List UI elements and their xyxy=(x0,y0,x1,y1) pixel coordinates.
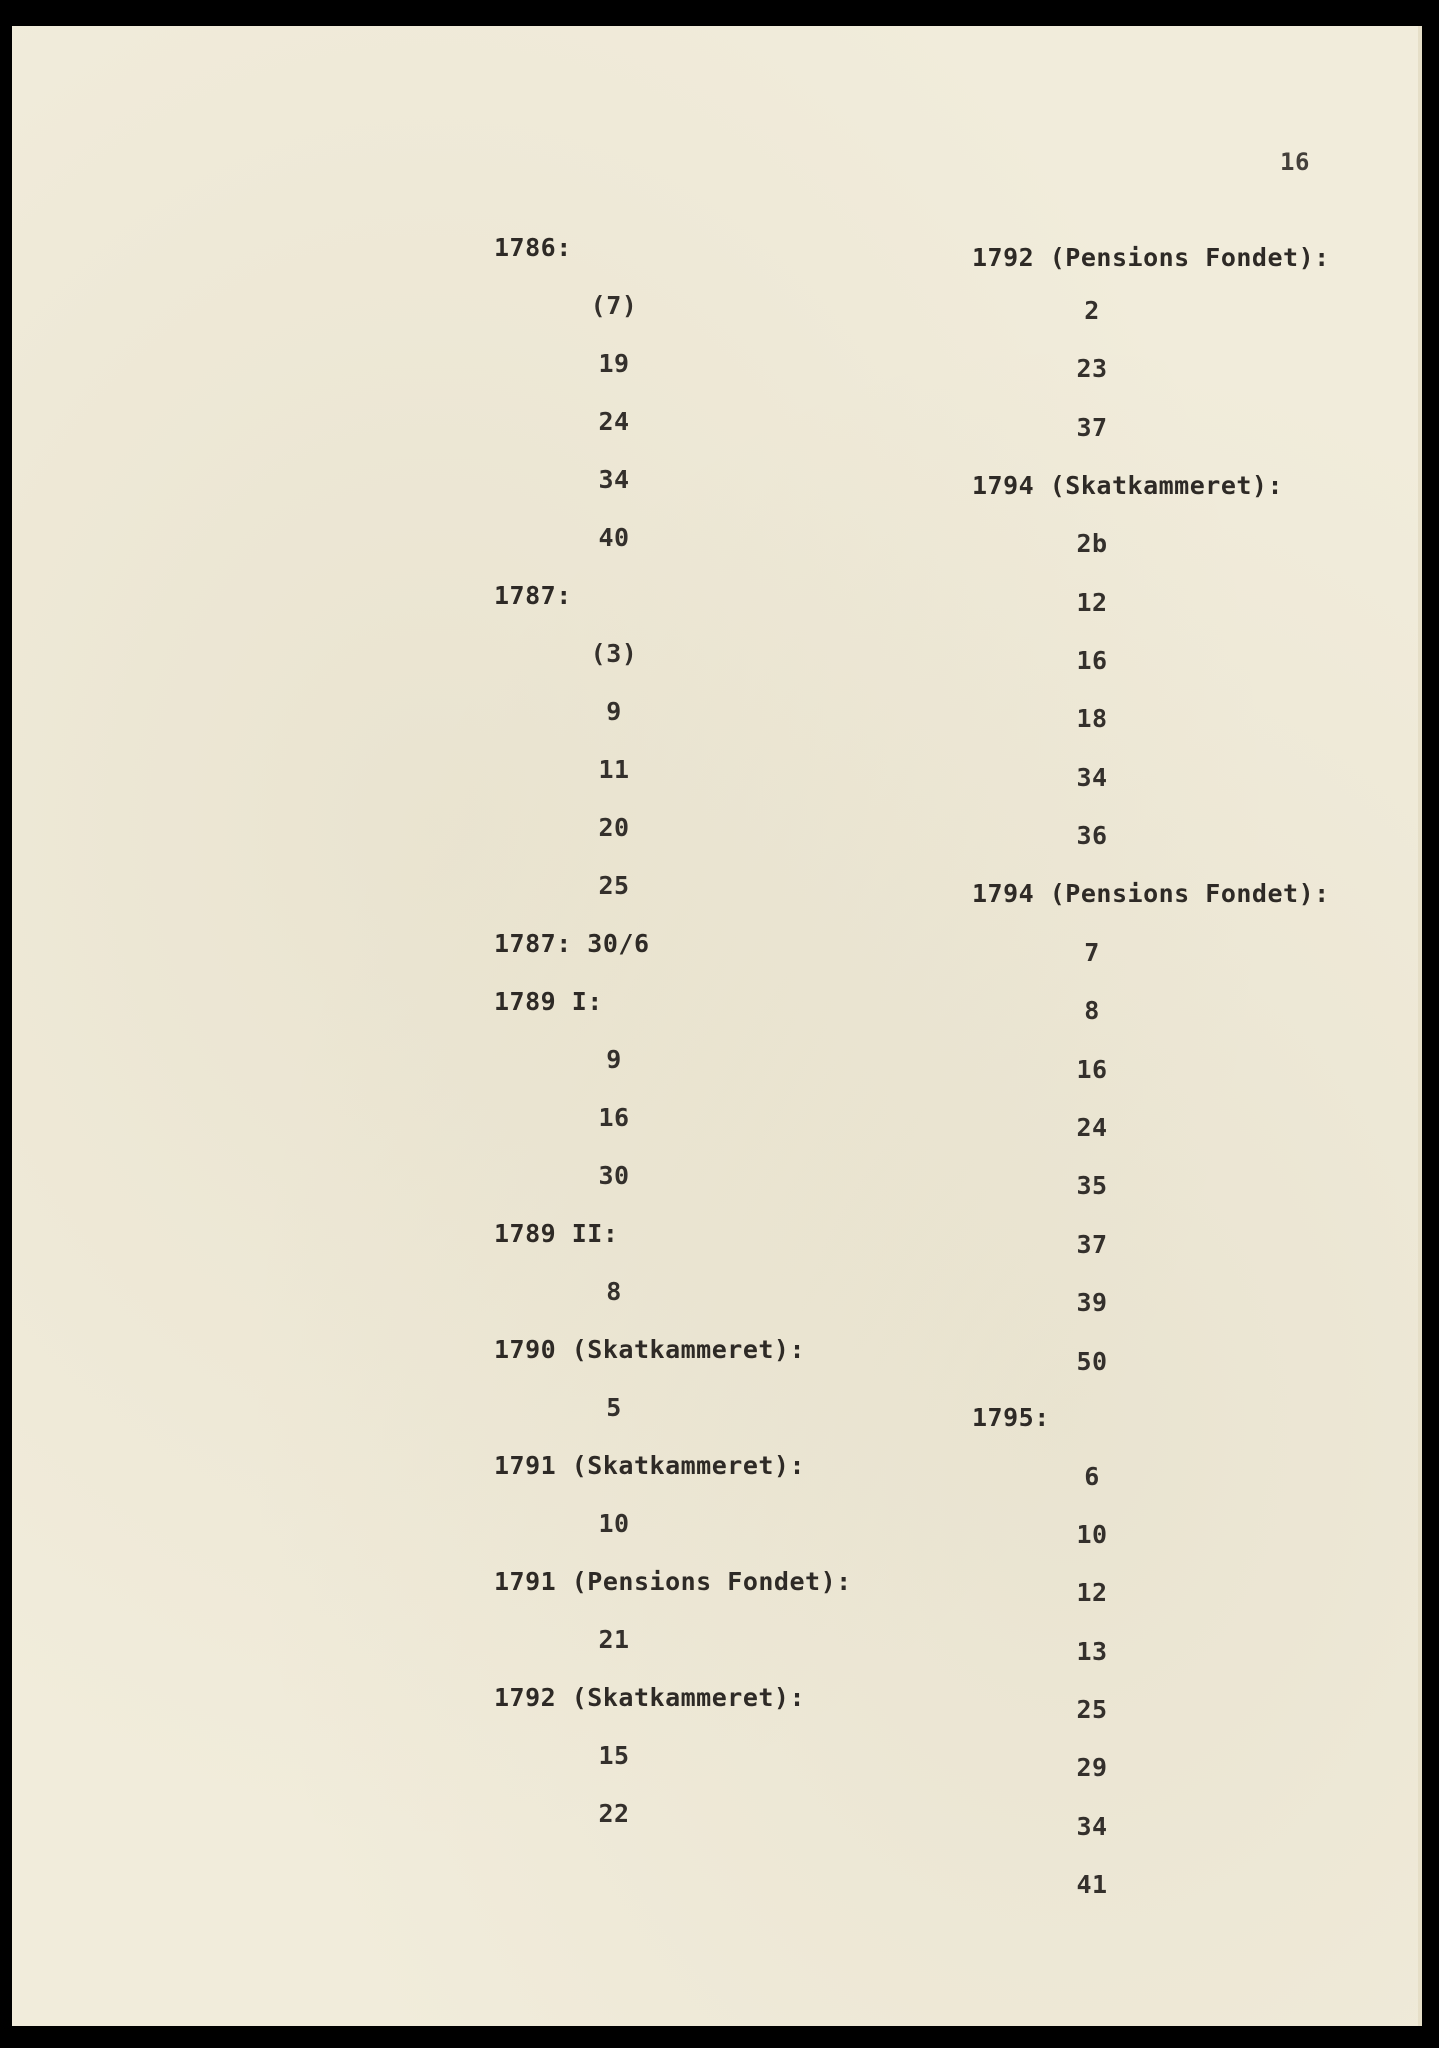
entry-number: 37 xyxy=(1076,413,1108,442)
entry-number: 2b xyxy=(1076,529,1108,558)
section-heading: 1787: 30/6 xyxy=(494,929,650,958)
entry-number: 10 xyxy=(1076,1520,1108,1549)
entry-number: 16 xyxy=(598,1103,630,1132)
section-heading: 1789 I: xyxy=(494,987,603,1016)
entry-number: 34 xyxy=(1076,1812,1108,1841)
entry-number: 20 xyxy=(598,813,630,842)
entry-number: 11 xyxy=(598,755,630,784)
entry-number: 12 xyxy=(1076,1578,1108,1607)
entry-number: 16 xyxy=(1076,1055,1108,1084)
entry-number: 13 xyxy=(1076,1637,1108,1666)
section-heading: 1792 (Pensions Fondet): xyxy=(972,243,1330,272)
entry-number: 24 xyxy=(598,407,630,436)
section-heading: 1786: xyxy=(494,233,572,262)
entry-number: 36 xyxy=(1076,821,1108,850)
page-number: 16 xyxy=(1280,148,1310,176)
section-heading: 1790 (Skatkammeret): xyxy=(494,1335,806,1364)
section-heading: 1795: xyxy=(972,1403,1050,1432)
entry-number: 41 xyxy=(1076,1870,1108,1899)
entry-number: 29 xyxy=(1076,1753,1108,1782)
entry-number: 18 xyxy=(1076,704,1108,733)
entry-number: 25 xyxy=(598,871,630,900)
entry-number: (7) xyxy=(590,291,638,320)
entry-number: 5 xyxy=(606,1393,622,1422)
entry-number: 37 xyxy=(1076,1230,1108,1259)
entry-number: 8 xyxy=(1084,996,1100,1025)
entry-number: 21 xyxy=(598,1625,630,1654)
entry-number: 7 xyxy=(1084,938,1100,967)
section-heading: 1791 (Skatkammeret): xyxy=(494,1451,806,1480)
entry-number: 15 xyxy=(598,1741,630,1770)
entry-number: 16 xyxy=(1076,646,1108,675)
paper-sheet xyxy=(12,26,1422,2026)
entry-number: 2 xyxy=(1084,296,1100,325)
entry-number: 19 xyxy=(598,349,630,378)
section-heading: 1794 (Skatkammeret): xyxy=(972,471,1284,500)
entry-number: 35 xyxy=(1076,1171,1108,1200)
entry-number: 12 xyxy=(1076,588,1108,617)
section-heading: 1792 (Skatkammeret): xyxy=(494,1683,806,1712)
entry-number: 23 xyxy=(1076,354,1108,383)
entry-number: 9 xyxy=(606,697,622,726)
section-heading: 1789 II: xyxy=(494,1219,619,1248)
entry-number: 34 xyxy=(598,465,630,494)
entry-number: 10 xyxy=(598,1509,630,1538)
entry-number: 9 xyxy=(606,1045,622,1074)
entry-number: 22 xyxy=(598,1799,630,1828)
section-heading: 1787: xyxy=(494,581,572,610)
entry-number: 50 xyxy=(1076,1347,1108,1376)
section-heading: 1794 (Pensions Fondet): xyxy=(972,879,1330,908)
entry-number: 39 xyxy=(1076,1288,1108,1317)
entry-number: (3) xyxy=(590,639,638,668)
entry-number: 30 xyxy=(598,1161,630,1190)
entry-number: 25 xyxy=(1076,1695,1108,1724)
entry-number: 34 xyxy=(1076,763,1108,792)
entry-number: 24 xyxy=(1076,1113,1108,1142)
entry-number: 8 xyxy=(606,1277,622,1306)
section-heading: 1791 (Pensions Fondet): xyxy=(494,1567,852,1596)
entry-number: 6 xyxy=(1084,1462,1100,1491)
entry-number: 40 xyxy=(598,523,630,552)
